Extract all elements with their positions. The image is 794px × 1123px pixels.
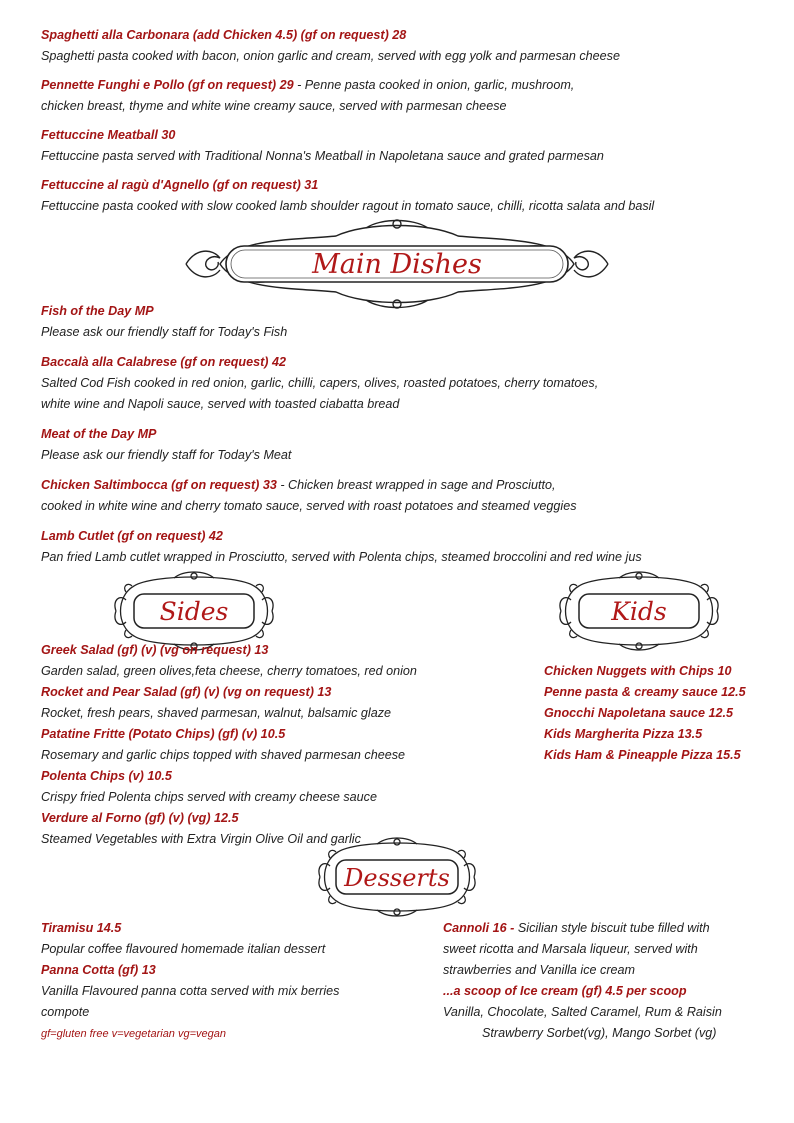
menu-item-desc: Spaghetti pasta cooked with bacon, onion garlic and cream, served with egg yolk and parmesan cheese bbox=[41, 49, 620, 63]
menu-item-name: Fettuccine al ragù d'Agnello (gf on request) 31 bbox=[41, 178, 319, 192]
menu-item-desc: Rosemary and garlic chips topped with shaved parmesan cheese bbox=[41, 748, 406, 762]
menu-item-desc: strawberries and Vanilla ice cream bbox=[443, 963, 636, 977]
banner-title: Main Dishes bbox=[312, 249, 482, 280]
ornate-frame-icon bbox=[112, 572, 276, 650]
menu-item bbox=[41, 77, 574, 93]
menu-item-desc: chicken breast, thyme and white wine creamy sauce, served with parmesan cheese bbox=[41, 99, 507, 113]
menu-item-desc: Fettuccine pasta served with Traditional Nonna's Meatball in Napoletana sauce and grated parmesan bbox=[41, 149, 604, 163]
ornate-frame-icon bbox=[557, 572, 721, 650]
kids-banner bbox=[557, 572, 721, 650]
banner-title: Sides bbox=[159, 597, 229, 626]
menu-item-name: Meat of the Day MP bbox=[41, 427, 157, 441]
banner-title: Kids bbox=[611, 597, 667, 626]
menu-item-desc: Strawberry Sorbet(vg), Mango Sorbet (vg) bbox=[482, 1026, 717, 1040]
menu-item-desc: Sicilian style biscuit tube filled with bbox=[514, 921, 710, 935]
menu-item-name: Baccalà alla Calabrese (gf on request) 42 bbox=[41, 355, 286, 369]
menu-item-name: Lamb Cutlet (gf on request) 42 bbox=[41, 529, 223, 543]
menu-item-name: Verdure al Forno (gf) (v) (vg) 12.5 bbox=[41, 811, 239, 825]
menu-item-name: Panna Cotta (gf) 13 bbox=[41, 963, 156, 977]
menu-item-desc: Salted Cod Fish cooked in red onion, garlic, chilli, capers, olives, roasted potatoes, cherry tomatoes, bbox=[41, 376, 599, 390]
menu-item-name: ...a scoop of Ice cream (gf) 4.5 per scoop bbox=[443, 984, 687, 998]
menu-item-name: Spaghetti alla Carbonara (add Chicken 4.5) (gf on request) 28 bbox=[41, 28, 407, 42]
menu-item-name: Patatine Fritte (Potato Chips) (gf) (v) 10.5 bbox=[41, 727, 286, 741]
main-dishes-banner bbox=[176, 218, 618, 310]
menu-item-name: Fish of the Day MP bbox=[41, 304, 154, 318]
menu-item-desc: compote bbox=[41, 1005, 90, 1019]
banner-title: Desserts bbox=[344, 864, 450, 892]
kids-item: Gnocchi Napoletana sauce 12.5 bbox=[544, 706, 733, 720]
menu-item-name: Greek Salad (gf) (v) (vg on request) 13 bbox=[41, 643, 269, 657]
menu-item-name: Fettuccine Meatball 30 bbox=[41, 128, 176, 142]
menu-item-desc: white wine and Napoli sauce, served with toasted ciabatta bread bbox=[41, 397, 400, 411]
menu-item-name: Chicken Saltimbocca (gf on request) 33 bbox=[41, 478, 281, 492]
diet-legend: gf=gluten free v=vegetarian vg=vegan bbox=[41, 1028, 226, 1040]
menu-item-desc: sweet ricotta and Marsala liqueur, served with bbox=[443, 942, 698, 956]
menu-item-name: Cannoli 16 - bbox=[443, 921, 515, 935]
menu-item-desc: Fettuccine pasta cooked with slow cooked lamb shoulder ragout in tomato sauce, chilli, ricotta salata and basil bbox=[41, 199, 655, 213]
menu-item-desc: - Penne pasta cooked in onion, garlic, mushroom, bbox=[293, 78, 575, 92]
kids-item: Kids Margherita Pizza 13.5 bbox=[544, 727, 703, 741]
menu-item-desc: Vanilla Flavoured panna cotta served with mix berries bbox=[41, 984, 340, 998]
desserts-banner bbox=[316, 838, 478, 916]
menu-item-desc: Vanilla, Chocolate, Salted Caramel, Rum & Raisin bbox=[443, 1005, 722, 1019]
menu-item-desc: Rocket, fresh pears, shaved parmesan, walnut, balsamic glaze bbox=[41, 706, 391, 720]
menu-item-desc: Crispy fried Polenta chips served with creamy cheese sauce bbox=[41, 790, 377, 804]
ornate-frame-icon bbox=[316, 838, 478, 916]
kids-item: Penne pasta & creamy sauce 12.5 bbox=[544, 685, 746, 699]
menu-item-desc: cooked in white wine and cherry tomato sauce, served with roast potatoes and steamed veggies bbox=[41, 499, 577, 513]
kids-item: Chicken Nuggets with Chips 10 bbox=[544, 664, 732, 678]
sides-banner bbox=[112, 572, 276, 650]
ornate-frame-icon bbox=[176, 218, 618, 310]
menu-item-desc: Garden salad, green olives,feta cheese, cherry tomatoes, red onion bbox=[41, 664, 417, 678]
menu-item-name: Rocket and Pear Salad (gf) (v) (vg on request) 13 bbox=[41, 685, 332, 699]
menu-item-name: Pennette Funghi e Pollo (gf on request) 29 bbox=[41, 78, 294, 92]
menu-item-desc: Please ask our friendly staff for Today's Meat bbox=[41, 448, 292, 462]
menu-item-name: Tiramisu 14.5 bbox=[41, 921, 122, 935]
menu-item bbox=[443, 920, 710, 936]
menu-item-name: Polenta Chips (v) 10.5 bbox=[41, 769, 172, 783]
menu-item-desc: - Chicken breast wrapped in sage and Prosciutto, bbox=[280, 478, 556, 492]
kids-item: Kids Ham & Pineapple Pizza 15.5 bbox=[544, 748, 741, 762]
menu-item-desc: Please ask our friendly staff for Today's Fish bbox=[41, 325, 288, 339]
menu-item-desc: Pan fried Lamb cutlet wrapped in Prosciutto, served with Polenta chips, steamed broccolini and red wine jus bbox=[41, 550, 642, 564]
menu-item-desc: Popular coffee flavoured homemade italian dessert bbox=[41, 942, 326, 956]
menu-item-desc: Steamed Vegetables with Extra Virgin Olive Oil and garlic bbox=[41, 832, 361, 846]
menu-item bbox=[41, 477, 555, 493]
